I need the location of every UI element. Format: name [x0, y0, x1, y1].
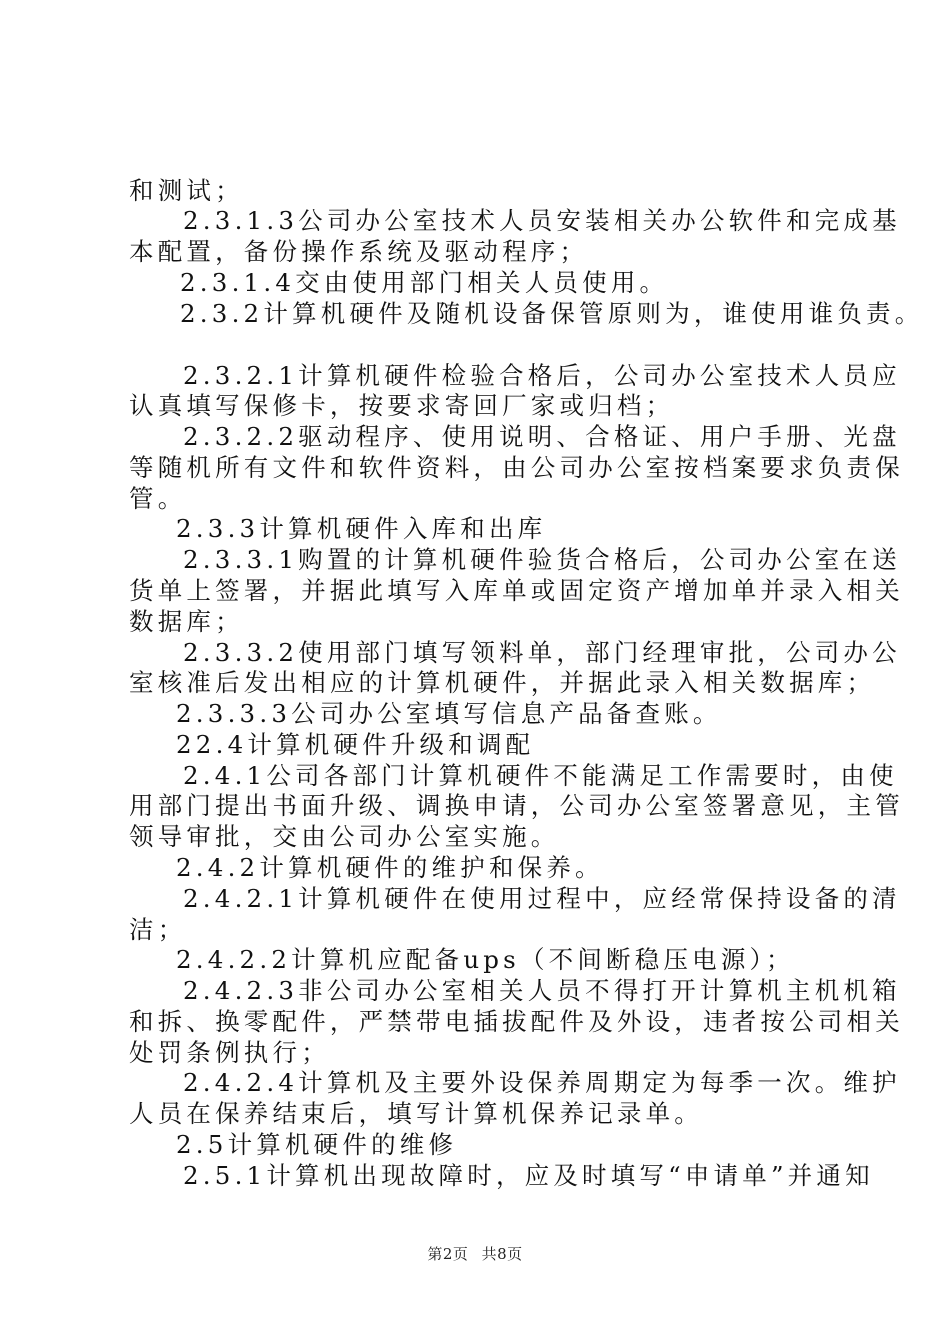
- text-line: 和测试；: [129, 176, 244, 205]
- text-line: 室核准后发出相应的计算机硬件，并据此录入相关数据库；: [129, 668, 876, 697]
- text-line: 认真填写保修卡，按要求寄回厂家或归档；: [129, 391, 675, 420]
- text-line: 2.4.2.2计算机应配备ups（不间断稳压电源）；: [176, 945, 795, 974]
- text-line: 2.3.2.2驱动程序、使用说明、合格证、用户手册、光盘: [183, 422, 901, 451]
- text-line: 等随机所有文件和软件资料，由公司办公室按档案要求负责保: [129, 453, 904, 482]
- text-line: 2.5.1计算机出现故障时，应及时填写“申请单”并通知: [183, 1161, 874, 1190]
- page-footer: [0, 1243, 950, 1264]
- text-line: 2.5计算机硬件的维修: [176, 1130, 458, 1159]
- text-line: 2.4.2.3非公司办公室相关人员不得打开计算机主机机箱: [183, 976, 901, 1005]
- text-line: 用部门提出书面升级、调换申请，公司办公室签署意见，主管: [129, 791, 904, 820]
- text-line: 数据库；: [129, 607, 244, 636]
- text-line: 货单上签署，并据此填写入库单或固定资产增加单并录入相关: [129, 576, 904, 605]
- text-line: 2.4.2.4计算机及主要外设保养周期定为每季一次。维护: [183, 1068, 901, 1097]
- text-line: 2.3.3.1购置的计算机硬件验货合格后，公司办公室在送: [183, 545, 901, 574]
- text-line: 2.3.3计算机硬件入库和出库: [176, 514, 547, 543]
- text-line: 22.4计算机硬件升级和调配: [176, 730, 535, 759]
- text-line: 2.3.1.4交由使用部门相关人员使用。: [180, 268, 669, 297]
- page-number: 第2页: [427, 1245, 469, 1263]
- text-line: 2.3.2计算机硬件及随机设备保管原则为，谁使用谁负责。: [180, 299, 924, 328]
- page-total: 共8页: [481, 1245, 523, 1263]
- text-line: 和拆、换零配件，严禁带电插拔配件及外设，违者按公司相关: [129, 1007, 904, 1036]
- text-line: 人员在保养结束后，填写计算机保养记录单。: [129, 1099, 703, 1128]
- text-line: 领导审批，交由公司办公室实施。: [129, 822, 560, 851]
- text-line: 2.3.2.1计算机硬件检验合格后，公司办公室技术人员应: [183, 361, 901, 390]
- text-line: 2.3.1.3公司办公室技术人员安装相关办公软件和完成基: [183, 206, 901, 235]
- text-line: 2.4.2计算机硬件的维护和保养。: [176, 853, 604, 882]
- text-line: 管。: [129, 484, 187, 513]
- text-line: 本配置，备份操作系统及驱动程序；: [129, 237, 589, 266]
- text-line: 2.4.1公司各部门计算机硬件不能满足工作需要时，由使: [183, 761, 898, 790]
- text-line: 洁；: [129, 915, 187, 944]
- text-line: 处罚条例执行；: [129, 1038, 330, 1067]
- text-line: 2.3.3.3公司办公室填写信息产品备查账。: [176, 699, 722, 728]
- text-line: 2.4.2.1计算机硬件在使用过程中，应经常保持设备的清: [183, 884, 901, 913]
- text-line: 2.3.3.2使用部门填写领料单，部门经理审批，公司办公: [183, 638, 901, 667]
